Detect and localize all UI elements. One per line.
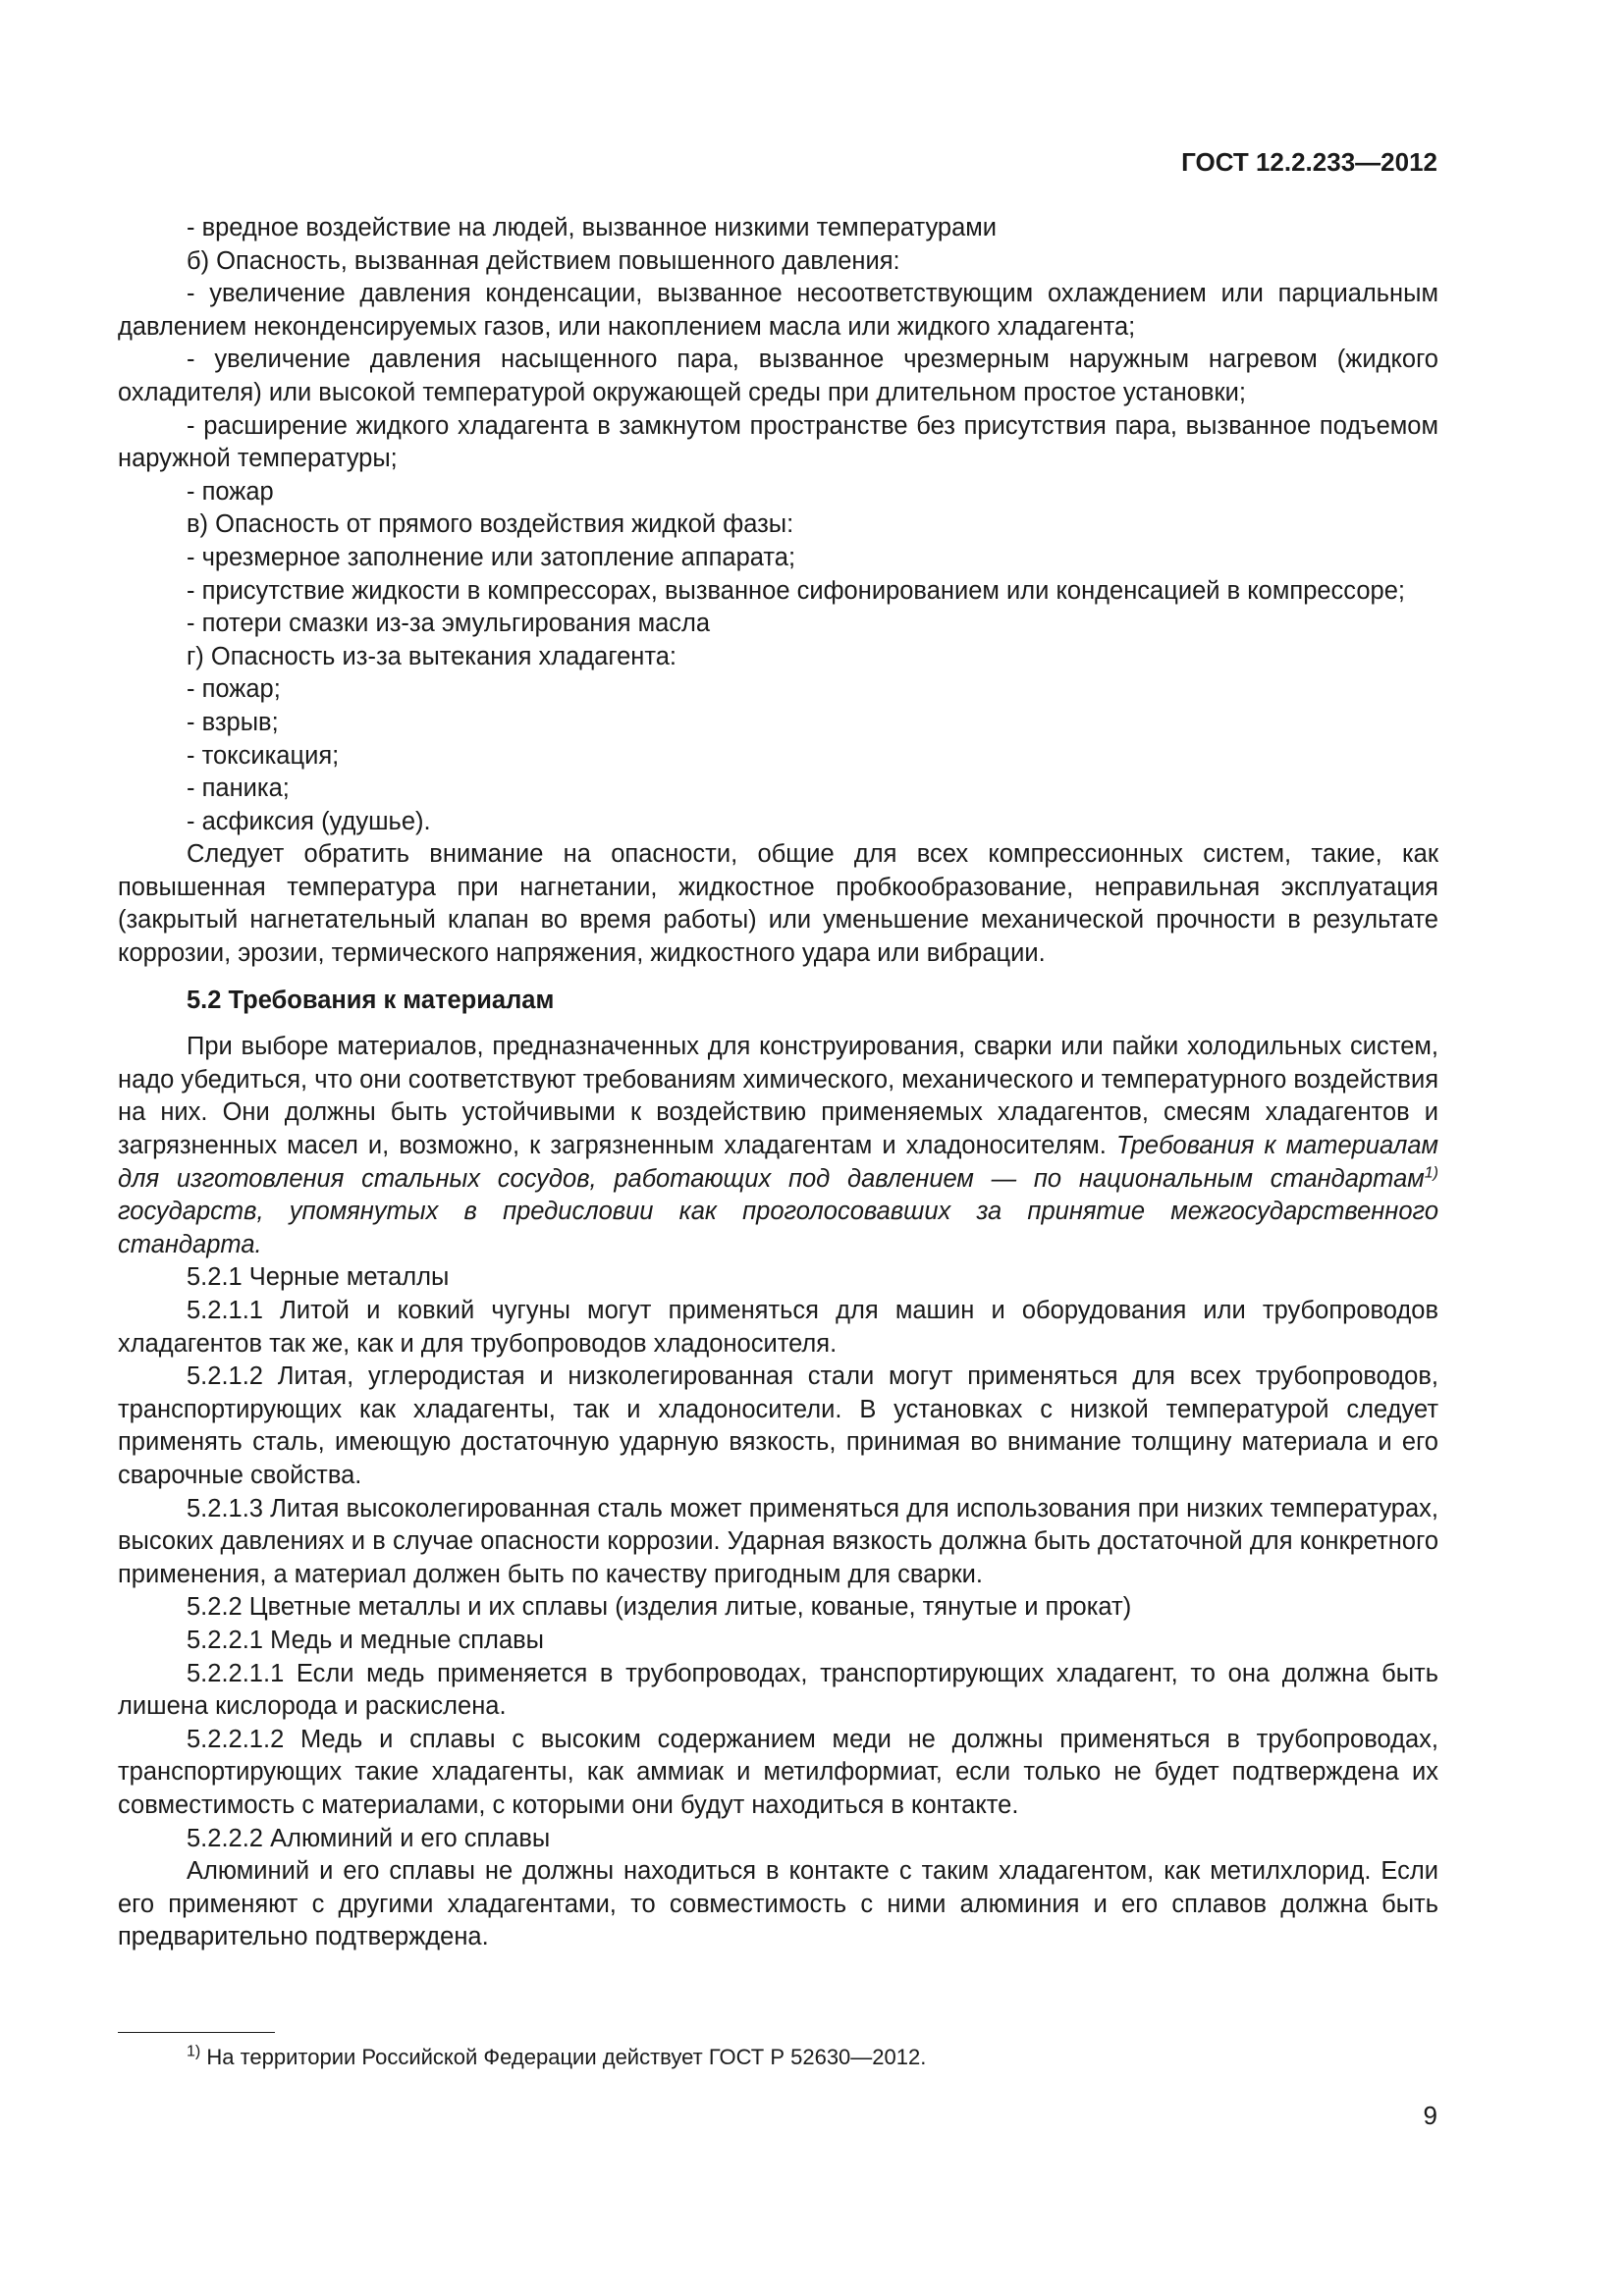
paragraph: 5.2.2.1.1 Если медь применяется в трубопроводах, транспортирующих хладагент, то она должна быть лишена кислорода и раскислена. <box>118 1659 1438 1721</box>
materials-clauses <box>118 1261 1438 1953</box>
paragraph: 5.2.2.1 Медь и медные сплавы <box>187 1626 544 1654</box>
materials-italic-text: государств, упомянутых в предисловии как проголосовавших за принятие межгосударственного стандарта. <box>118 1198 1438 1258</box>
paragraph: Алюминий и его сплавы не должны находиться в контакте с таким хладагентом, как метилхлорид. Если его применяют с другими хладагентами, то совместимость с ними алюминия и его сплавов должна быть предварительно подтверждена. <box>118 1857 1438 1951</box>
paragraph: - паника; <box>187 774 290 803</box>
hazard-list <box>118 212 1438 971</box>
paragraph: - асфиксия (удушье). <box>187 807 431 835</box>
footnote-divider <box>118 2032 275 2033</box>
paragraph: - пожар <box>187 477 274 506</box>
paragraph: в) Опасность от прямого воздействия жидкой фазы: <box>187 510 794 539</box>
paragraph: - пожар; <box>187 675 281 704</box>
paragraph: 5.2.1.2 Литая, углеродистая и низколегированная стали могут применяться для всех трубопроводов, транспортирующих как хладагенты, так и хладоносители. В установках с низкой температурой следует применять сталь, имеющую достаточную ударную вязкость, принимая во внимание толщину материала и его сварочные свойства. <box>118 1362 1438 1489</box>
paragraph: - увеличение давления насыщенного пара, вызванное чрезмерным наружным нагревом (жидкого охладителя) или высокой температурой окружающей среды при длительном простое установки; <box>118 346 1438 406</box>
paragraph: - токсикация; <box>187 741 340 770</box>
footnote-reference: 1) <box>1424 1164 1438 1182</box>
materials-text: При выборе материалов, предназначенных для конструирования, сварки или пайки холодильных систем, надо убедиться, что они соответствуют требованиям химического, механического и температурного воздействия на них. Они должны быть устойчивыми к воздействию применяемых хладагентов, смесям хладагентов и загрязненных масел и, возможно, к загрязненным хладагентам и хладоносителям. <box>118 1033 1438 1160</box>
footnote-text: На территории Российской Федерации действует ГОСТ Р 52630—2012. <box>200 2045 927 2069</box>
page-number: 9 <box>1423 2101 1437 2130</box>
paragraph: - расширение жидкого хладагента в замкнутом пространстве без присутствия пара, вызванное подъемом наружной температуры; <box>118 411 1438 473</box>
paragraph: - присутствие жидкости в компрессорах, вызванное сифонированием или конденсацией в компрессоре; <box>187 576 1405 605</box>
paragraph: г) Опасность из-за вытекания хладагента: <box>187 642 677 670</box>
document-header: ГОСТ 12.2.233—2012 <box>1181 147 1437 177</box>
paragraph: 5.2.1.3 Литая высоколегированная сталь может применяться для использования при низких температурах, высоких давлениях и в случае опасности коррозии. Ударная вязкость должна быть достаточной для конкретного применения, а материал должен быть по качеству пригодным для сварки. <box>118 1494 1438 1588</box>
document-body <box>118 212 1438 1954</box>
footnote <box>187 2045 926 2070</box>
materials-paragraph <box>118 1031 1438 1261</box>
paragraph: 5.2.1 Черные металлы <box>187 1263 450 1292</box>
paragraph: - увеличение давления конденсации, вызванное несоответствующим охлаждением или парциальным давлением неконденсируемых газов, или накоплением масла или жидкого хладагента; <box>118 280 1438 341</box>
paragraph: - взрыв; <box>187 708 279 736</box>
paragraph: - потери смазки из-за эмульгирования масла <box>187 610 711 638</box>
paragraph: 5.2.2.1.2 Медь и сплавы с высоким содержанием меди не должны применяться в трубопроводах, транспортирующих такие хладагенты, как аммиак и метилформиат, если только не будет подтверждена их совместимость с материалами, с которыми они будут находиться в контакте. <box>118 1725 1438 1819</box>
materials-italic-text: Требования к материалам для изготовления стальных сосудов, работающих под давлением — по национальным стандартам <box>118 1132 1438 1193</box>
footnote-mark: 1) <box>187 2043 201 2060</box>
paragraph: - чрезмерное заполнение или затопление аппарата; <box>187 543 796 571</box>
paragraph: - вредное воздействие на людей, вызванное низкими температурами <box>187 214 998 241</box>
paragraph: 5.2.2 Цветные металлы и их сплавы (изделия литые, кованые, тянутые и прокат) <box>187 1593 1132 1622</box>
paragraph: Следует обратить внимание на опасности, общие для всех компрессионных систем, такие, как повышенная температура при нагнетании, жидкостное пробкообразование, неправильная эксплуатация (закрытый нагнетательный клапан во время работы) или уменьшение механической прочности в результате коррозии, эрозии, термического напряжения, жидкостного удара или вибрации. <box>118 840 1438 968</box>
paragraph: б) Опасность, вызванная действием повышенного давления: <box>187 246 900 275</box>
section-heading: 5.2 Требования к материалам <box>187 986 555 1014</box>
paragraph: 5.2.2.2 Алюминий и его сплавы <box>187 1824 551 1852</box>
paragraph: 5.2.1.1 Литой и ковкий чугуны могут применяться для машин и оборудования или трубопроводов хладагентов так же, как и для трубопроводов хладоносителя. <box>118 1297 1438 1358</box>
